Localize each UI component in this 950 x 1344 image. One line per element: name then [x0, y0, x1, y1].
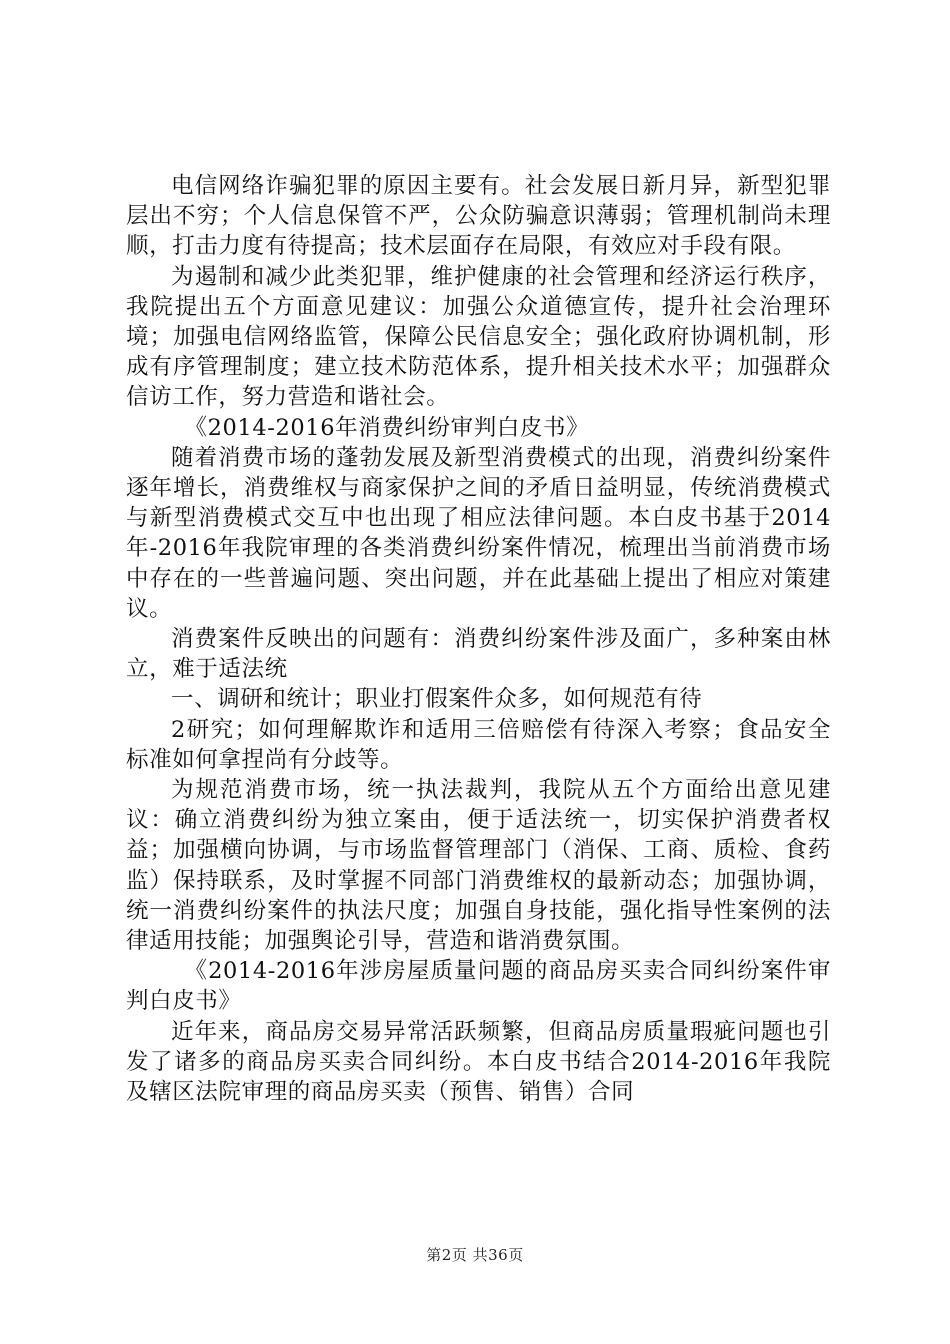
paragraph-consumer-market-intro: 随着消费市场的蓬勃发展及新型消费模式的出现，消费纠纷案件逐年增长，消费维权与商家保护之间的矛盾日益明显，传统消费模式与新型消费模式交互中也出现了相应法律问题。本白皮书基于2014年-2016年我院审理的各类消费纠纷案件情况，梳理出当前消费市场中存在的一些普遍问题、突出问题，并在此基础上提出了相应对策建议。 — [126, 444, 831, 622]
document-body — [126, 171, 831, 1107]
page-number-footer: 第2页 共36页 — [426, 1246, 524, 1264]
paragraph-telecom-fraud-suggestions: 为遏制和减少此类犯罪，维护健康的社会管理和经济运行秩序，我院提出五个方面意见建议：加强公众道德宣传，提升社会治理环境；加强电信网络监管，保障公民信息安全；强化政府协调机制，形成有序管理制度；建立技术防范体系，提升相关技术水平；加强群众信访工作，努力营造和谐社会。 — [126, 263, 831, 411]
paragraph-research-statistics: 一、调研和统计；职业打假案件众多，如何规范有待 — [171, 686, 703, 713]
paragraph-consumer-suggestions: 为规范消费市场，统一执法裁判，我院从五个方面给出意见建议：确立消费纠纷为独立案由，便于适法统一，切实保护消费者权益；加强横向协调，与市场监督管理部门（消保、工商、质检、食药监）保持联系，及时掌握不同部门消费维权的最新动态；加强协调，统一消费纠纷案件的执法尺度；加强自身技能，强化指导性案例的法律适用技能；加强舆论引导，营造和谐消费氛围。 — [126, 777, 831, 955]
heading-consumer-dispute-whitepaper: 《2014-2016年消费纠纷审判白皮书》 — [184, 414, 590, 441]
paragraph-housing-intro: 近年来，商品房交易异常活跃频繁，但商品房质量瑕疵问题也引发了诸多的商品房买卖合同纠纷。本白皮书结合2014-2016年我院及辖区法院审理的商品房买卖（预售、销售）合同 — [126, 1018, 831, 1106]
paragraph-research-continued: 2研究；如何理解欺诈和适用三倍赔偿有待深入考察；食品安全标准如何拿捏尚有分歧等。 — [126, 716, 831, 773]
paragraph-consumer-case-problems: 消费案件反映出的问题有：消费纠纷案件涉及面广，多种案由林立，难于适法统 — [126, 626, 831, 683]
paragraph-telecom-fraud-causes: 电信网络诈骗犯罪的原因主要有。社会发展日新月异，新型犯罪层出不穷；个人信息保管不严，公众防骗意识薄弱；管理机制尚未理顺，打击力度有待提高；技术层面存在局限，有效应对手段有限。 — [126, 173, 831, 260]
heading-housing-quality-whitepaper: 《2014-2016年涉房屋质量问题的商品房买卖合同纠纷案件审判白皮书》 — [126, 958, 831, 1015]
